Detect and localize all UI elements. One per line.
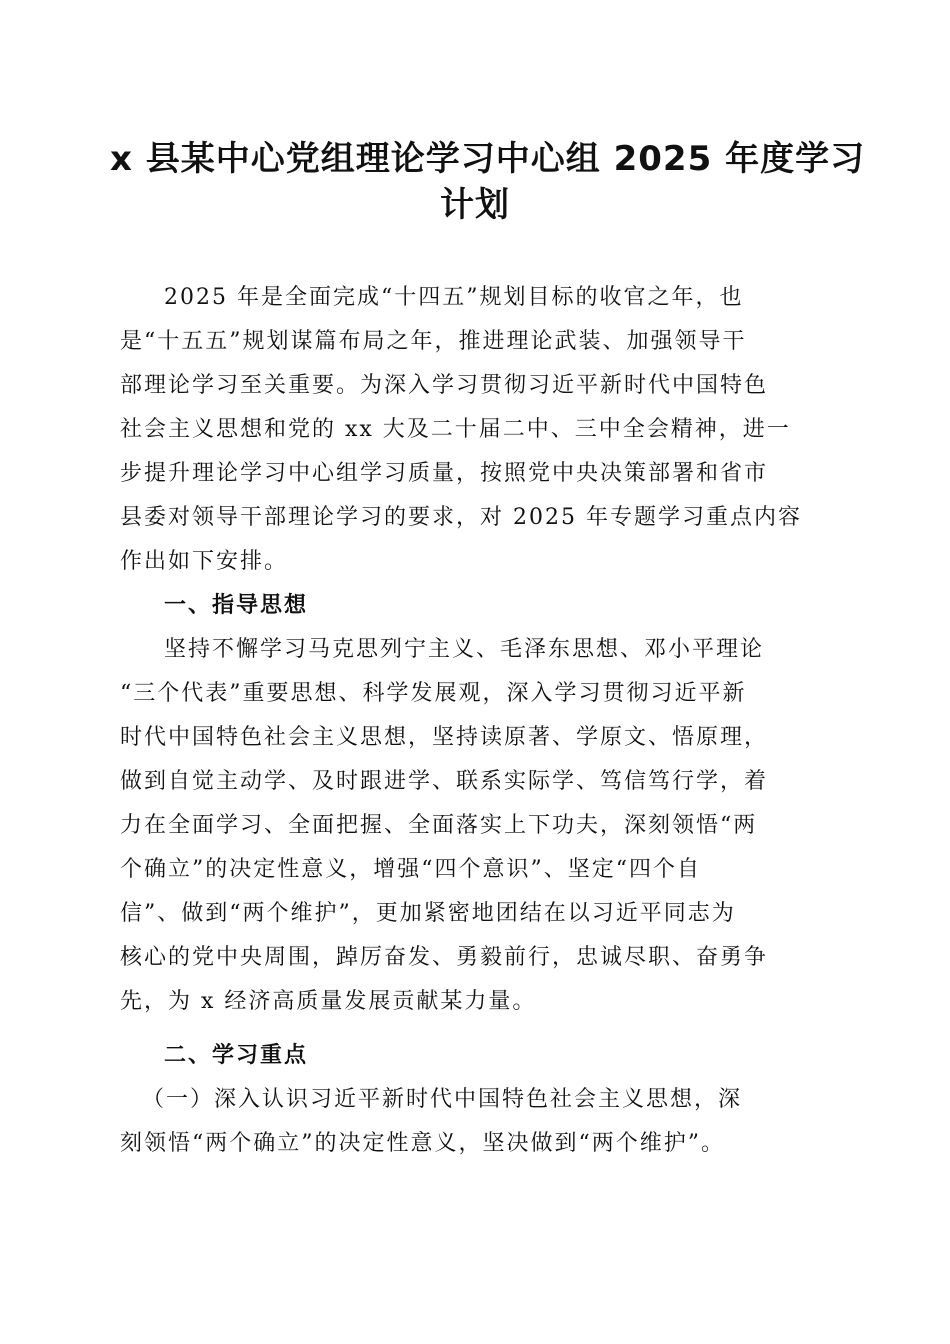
intro-line: 部理论学习至关重要。为深入学习贯彻习近平新时代中国特色 — [120, 373, 769, 398]
section1-line: 先，为 x 经济高质量发展贡献某力量。 — [120, 989, 537, 1014]
section1-line: 个确立”的决定性意义，增强“四个意识”、坚定“四个自 — [120, 857, 701, 882]
section1-line: “三个代表”重要思想、科学发展观，深入学习贯彻习近平新 — [120, 681, 747, 706]
section2-item-line: （一）深入认识习近平新时代中国特色社会主义思想，深 — [142, 1087, 743, 1112]
section2-item-line: 刻领悟“两个确立”的决定性意义，坚决做到“两个维护”。 — [120, 1131, 725, 1156]
section1-line: 做到自觉主动学、及时跟进学、联系实际学、笃信笃行学，着 — [120, 769, 769, 794]
section-heading-guiding-ideology: 一、指导思想 — [164, 593, 309, 618]
section-2 — [120, 1034, 826, 1166]
section1-line: 时代中国特色社会主义思想，坚持读原著、学原文、悟原理， — [120, 725, 769, 750]
intro-line: 2025 年是全面完成“十四五”规划目标的收官之年，也 — [164, 285, 744, 310]
section1-line: 坚持不懈学习马克思列宁主义、毛泽东思想、邓小平理论 — [164, 637, 765, 662]
section1-line: 力在全面学习、全面把握、全面落实上下功夫，深刻领悟“两 — [120, 813, 758, 838]
intro-line: 作出如下安排。 — [120, 549, 289, 574]
section-heading-study-focus: 二、学习重点 — [164, 1043, 309, 1068]
section1-line: 核心的党中央周围，踔厉奋发、勇毅前行，忠诚尽职、奋勇争 — [120, 945, 769, 970]
title-line-2: 计划 — [440, 185, 510, 225]
intro-line: 是“十五五”规划谋篇布局之年，推进理论武装、加强领导干 — [120, 329, 747, 354]
section-1 — [120, 584, 826, 1024]
intro-paragraph — [120, 276, 826, 584]
title-line-1: x 县某中心党组理论学习中心组 2025 年度学习 — [110, 139, 866, 179]
section1-line: 信”、做到“两个维护”，更加紧密地团结在以习近平同志为 — [120, 901, 736, 926]
intro-line: 步提升理论学习中心组学习质量，按照党中央决策部署和省市 — [120, 461, 769, 486]
intro-line: 社会主义思想和党的 xx 大及二十届二中、三中全会精神，进一 — [120, 417, 791, 442]
document-title — [110, 136, 866, 228]
intro-line: 县委对领导干部理论学习的要求，对 2025 年专题学习重点内容 — [120, 505, 802, 530]
